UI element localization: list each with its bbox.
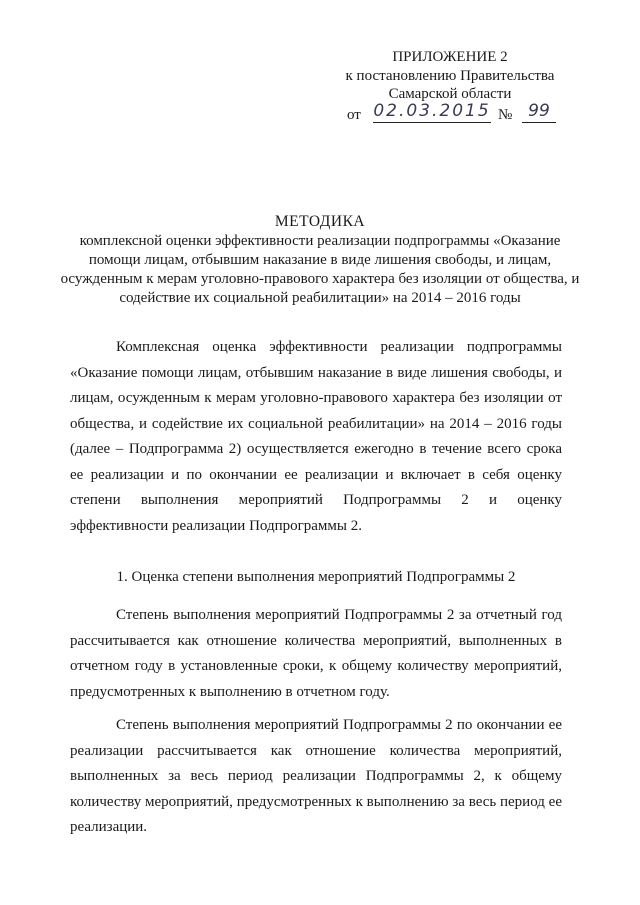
number-label: № xyxy=(498,106,513,123)
section-paragraph-1: Степень выполнения мероприятий Подпрограммы 2 за отчетный год рассчитывается как отношение количества мероприятий, выполненных в отчетном году в установленные сроки, к общему количеству мероприятий, предусмотренных к выполнению в отчетном году. xyxy=(70,607,562,700)
section-heading: 1. Оценка степени выполнения мероприятий Подпрограммы 2 xyxy=(116,569,516,585)
decree-date-number-line xyxy=(300,100,600,126)
section-paragraph-2: Степень выполнения мероприятий Подпрограммы 2 по окончании ее реализации рассчитывается как отношение количества мероприятий, выполненных за весь период реализации Подпрограммы 2, к общему количеству мероприятий, предусмотренных к выполнению за весь период ее реализации. xyxy=(70,717,562,835)
document-subtitle: комплексной оценки эффективности реализации подпрограммы «Оказание помощи лицам, отбывшим наказание в виде лишения свободы, и лицам, осужденным к мерам уголовно-правового характера без изоляции от общества, и содействие их социальной реабилитации» на 2014 – 2016 годы xyxy=(60,233,580,306)
from-label: от xyxy=(347,106,361,123)
appendix-region-line: Самарской области xyxy=(388,86,512,102)
appendix-header xyxy=(300,48,600,126)
handwritten-number: 99 xyxy=(522,100,556,123)
document-title: МЕТОДИКА xyxy=(274,213,366,230)
handwritten-date: 02.03.2015 xyxy=(373,100,491,121)
appendix-title: ПРИЛОЖЕНИЕ 2 xyxy=(392,49,508,65)
intro-paragraph: Комплексная оценка эффективности реализации подпрограммы «Оказание помощи лицам, отбывшим наказание в виде лишения свободы, и лицам, осужденным к мерам уголовно-правового характера без изоляции от общества, и содействие их социальной реабилитации» на 2014 – 2016 годы (далее – Подпрограмма 2) осуществляется ежегодно в течение всего срока ее реализации и по окончании ее реализации и включает в себя оценку степени выполнения мероприятий Подпрограммы 2 и оценку эффективности реализации Подпрограммы 2. xyxy=(70,339,562,534)
appendix-decree-line: к постановлению Правительства xyxy=(345,67,555,84)
document-heading xyxy=(60,212,580,308)
